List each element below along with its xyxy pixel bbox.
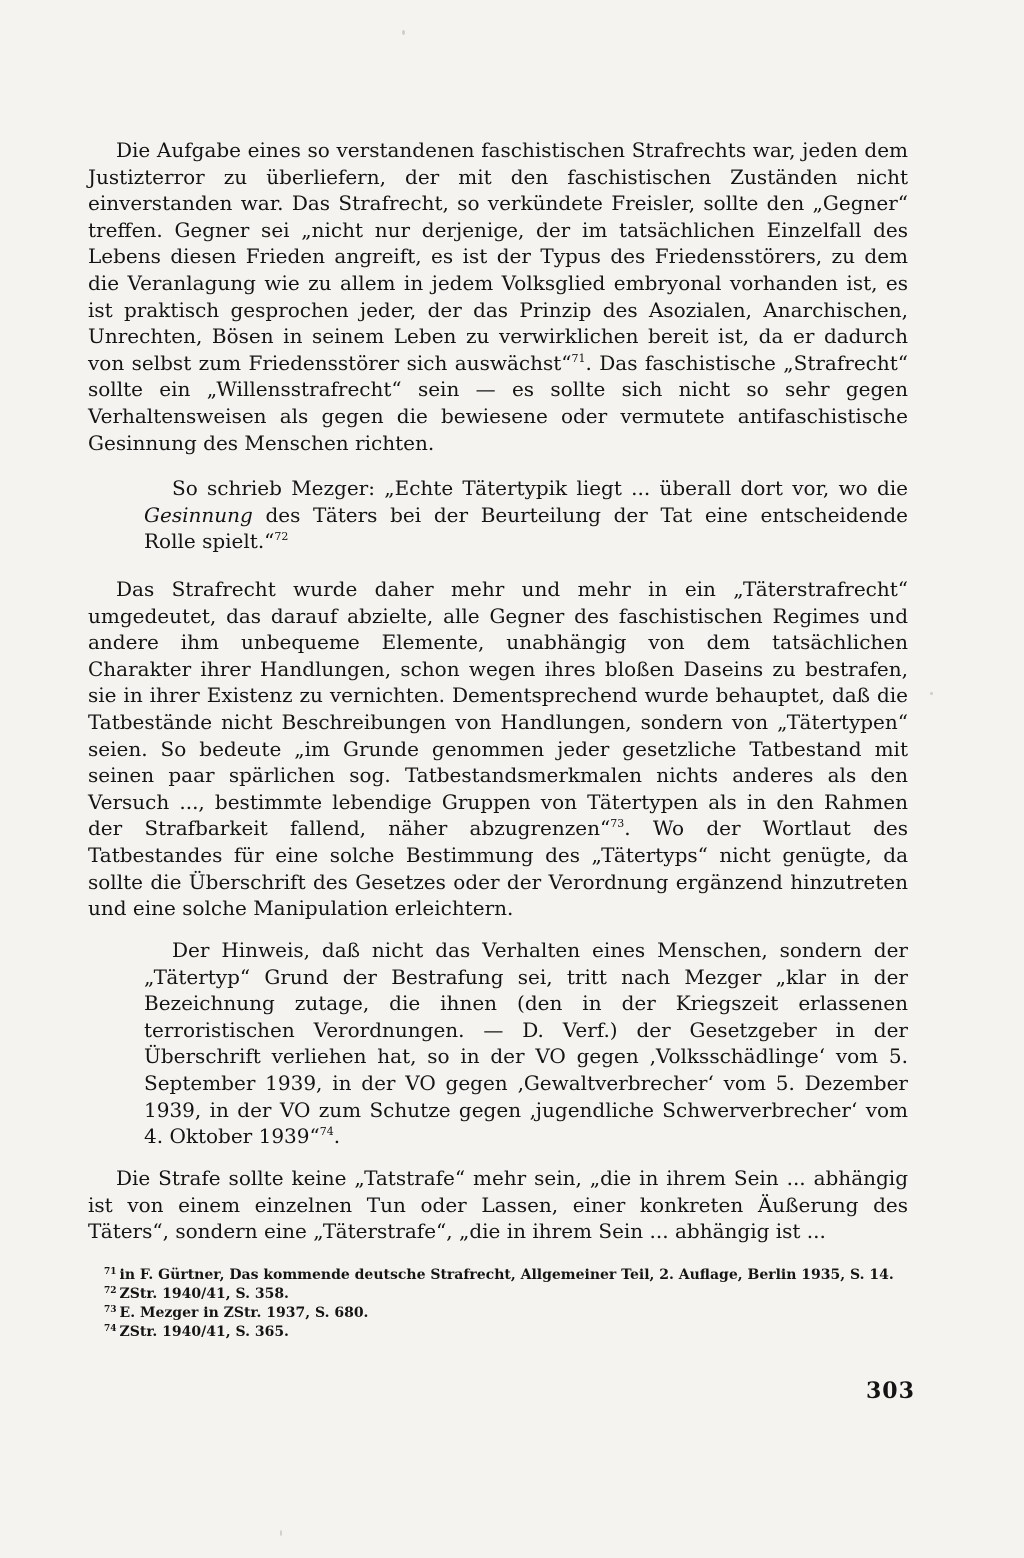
scan-speck [930,692,933,695]
paragraph-text: Die Strafe sollte keine „Tatstrafe“ mehr sein, „die in ihrem Sein ... abhängig ist von einem einzelnen Tun oder Lassen, einer konkreten Äußerung des Täters“, sondern eine „Täterstrafe“, „die in ihrem Sein ... abhängig ist ... [88,1166,908,1244]
footnote-number: 71 [104,1267,117,1277]
footnote-ref-73: 73 [610,817,625,831]
footnote-71 [104,1266,924,1285]
footnote-73 [104,1304,924,1323]
footnotes [104,1266,924,1342]
paragraph-text: Das Strafrecht wurde daher mehr und mehr in ein „Täterstrafrecht“ umgedeutet, das darauf abzielte, alle Gegner des faschistischen Regimes und andere ihm unbequeme Elemente, unabhängig von dem tatsächlichen Charakter ihrer Handlungen, schon wegen ihres bloßen Daseins zu bestrafen, sie in ihrer Existenz zu vernichten. Dementsprechend wurde behauptet, daß die Tatbestände nicht Beschreibungen von Handlungen, sondern von „Tätertypen“ seien. So bedeute „im Grunde genommen jeder gesetzliche Tatbestand mit seinen paar spärlichen sog. Tatbestandsmerkmalen nichts anderes als den Versuch ..., bestimmte lebendige Gruppen von Tätertypen als in den Rahmen der Strafbarkeit fallend, näher abzugrenzen“ [88,577,908,841]
footnote-text: in F. Gürtner, Das kommende deutsche Strafrecht, Allgemeiner Teil, 2. Auflage, Berlin 1935, S. 14. [119,1267,894,1283]
block-quote-2 [144,937,908,1150]
footnote-number: 72 [104,1286,117,1296]
scan-speck [402,30,405,35]
emphasized-word: Gesinnung [144,502,253,527]
footnote-number: 74 [104,1324,117,1334]
footnote-text: E. Mezger in ZStr. 1937, S. 680. [119,1305,369,1321]
quote-text: . [333,1124,341,1149]
body-paragraph-3 [88,1165,908,1245]
page-number: 303 [866,1378,915,1404]
footnote-ref-72: 72 [274,530,289,544]
paragraph-text: . Das faschistische „Strafrecht“ sollte ein „Willensstrafrecht“ sein — es sollte sich nicht so sehr gegen Verhaltensweisen als gegen die bewiesene oder vermutete antifaschistische Gesinnung des Menschen richten. [88,350,909,455]
footnote-72 [104,1285,924,1304]
footnote-ref-71: 71 [571,351,586,365]
paragraph-text: . Wo der Wortlaut des Tatbestandes für eine solche Bestimmung des „Tätertyps“ nicht genügte, da sollte die Überschrift des Gesetzes oder der Verordnung ergänzend hinzutreten und eine solche Manipulation erleichtern. [88,816,908,921]
paragraph-text: Die Aufgabe eines so verstandenen faschistischen Strafrechts war, jeden dem Justizterror zu überliefern, der mit den faschistischen Zuständen nicht einverstanden war. Das Strafrecht, so verkündete Freisler, sollte den „Gegner“ treffen. Gegner sei „nicht nur derjenige, der im tatsächlichen Einzelfall des Lebens diesen Frieden angreift, es ist der Typus des Friedensstörers, zu dem die Veranlagung wie zu allem in jedem Volksglied embryonal vorhanden ist, es ist praktisch gesprochen jeder, der das Prinzip des Asozialen, Anarchischen, Unrechten, Bösen in seinem Leben zu verwirklichen bereit ist, da er dadurch von selbst zum Friedensstörer sich auswächst“ [88,138,908,375]
footnote-74 [104,1323,924,1342]
body-paragraph-2 [88,576,908,922]
scan-speck [280,1530,282,1536]
quote-text: Der Hinweis, daß nicht das Verhalten eines Menschen, sondern der „Tätertyp“ Grund der Bestrafung sei, tritt nach Mezger „klar in der Bezeichnung zutage, die ihnen (den in der Kriegszeit erlassenen terroristischen Verordnungen. — D. Verf.) der Gesetzgeber in der Überschrift verliehen hat, so in der VO gegen ‚Volksschädlinge‘ vom 5. September 1939, in der VO gegen ‚Gewaltverbrecher‘ vom 5. Dezember 1939, in der VO zum Schutze gegen ‚jugendliche Schwerverbrecher‘ vom 4. Oktober 1939“ [144,938,908,1149]
footnote-text: ZStr. 1940/41, S. 358. [119,1286,289,1302]
footnote-number: 73 [104,1305,117,1315]
quote-text: des Täters bei der Beurteilung der Tat eine entscheidende Rolle spielt.“ [144,502,908,554]
block-quote-1 [144,475,908,555]
quote-text: So schrieb Mezger: „Echte Tätertypik liegt ... überall dort vor, wo die [172,476,908,500]
footnote-ref-74: 74 [319,1125,334,1139]
body-paragraph-1 [88,137,908,456]
footnote-text: ZStr. 1940/41, S. 365. [119,1324,289,1340]
